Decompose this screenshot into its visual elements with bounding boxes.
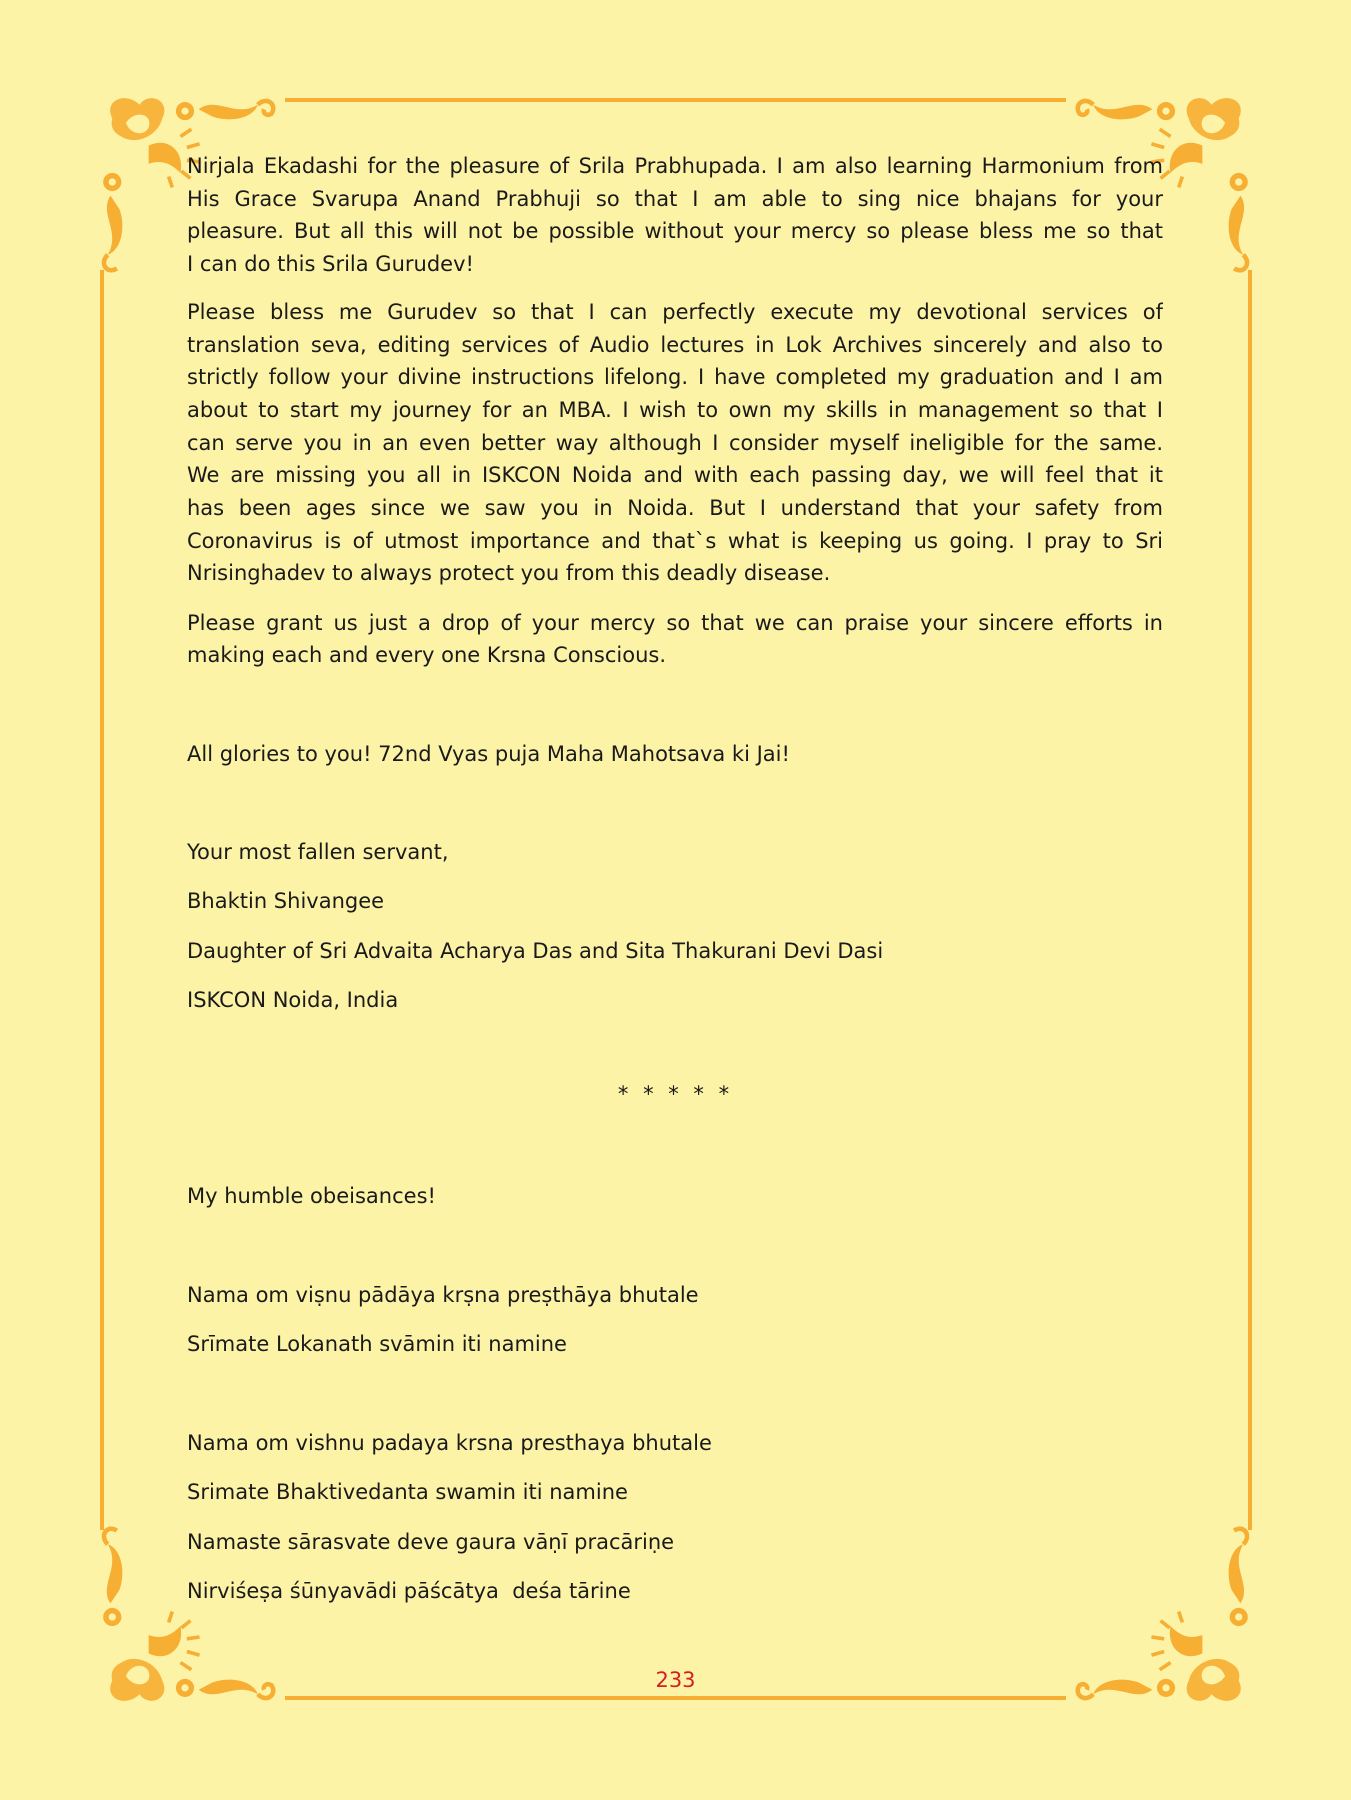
glories-line: All glories to you! 72nd Vyas puja Maha Mahotsava ki Jai! (187, 742, 790, 766)
paragraph-2-line: We are missing you all in ISKCON Noida and with each passing day, we will feel that it (187, 463, 1163, 487)
paragraph-1-line: pleasure. But all this will not be possible without your mercy so please bless me so that (187, 219, 1163, 243)
section-separator: * * * * * (617, 1082, 734, 1106)
prayer-line: Srimate Bhaktivedanta swamin iti namine (187, 1480, 628, 1504)
border-right (1248, 270, 1252, 1530)
paragraph-3-line: Please grant us just a drop of your mercy so that we can praise your sincere efforts in (187, 611, 1163, 635)
page-number: 233 (655, 1668, 696, 1692)
paragraph-2-line: Please bless me Gurudev so that I can perfectly execute my devotional services of (187, 300, 1163, 324)
prayer-line: Srīmate Lokanath svāmin iti namine (187, 1332, 567, 1356)
paragraph-2-line: Coronavirus is of utmost importance and that`s what is keeping us going. I pray to Sri (187, 529, 1163, 553)
paragraph-3-line: making each and every one Krsna Conscious. (187, 643, 667, 667)
paragraph-2-line: translation seva, editing services of Audio lectures in Lok Archives sincerely and also to (187, 333, 1163, 357)
paragraph-1-line: I can do this Srila Gurudev! (187, 252, 474, 276)
border-top (285, 98, 1066, 102)
prayer-line: Nama om viṣnu pādāya krṣna preṣthāya bhutale (187, 1283, 699, 1307)
prayer-line: Namaste sārasvate deve gaura vāṇī pracāriṇe (187, 1530, 675, 1554)
paragraph-1-line: Nirjala Ekadashi for the pleasure of Srila Prabhupada. I am also learning Harmonium from (187, 154, 1163, 178)
paragraph-1-line: His Grace Svarupa Anand Prabhuji so that I am able to sing nice bhajans for your (187, 187, 1163, 211)
prayer-line: Nirviśeṣa śūnyavādi pāścātya deśa tārine (187, 1579, 631, 1603)
paragraph-2-line: strictly follow your divine instructions lifelong. I have completed my graduation and I am (187, 365, 1163, 389)
paragraph-2-line: has been ages since we saw you in Noida. But I understand that your safety from (187, 496, 1163, 520)
author-location: ISKCON Noida, India (187, 988, 399, 1012)
prayer-line: Nama om vishnu padaya krsna presthaya bhutale (187, 1431, 712, 1455)
border-left (100, 270, 104, 1530)
closing-servant: Your most fallen servant, (187, 840, 449, 864)
border-bottom (285, 1696, 1066, 1700)
author-name: Bhaktin Shivangee (187, 889, 385, 913)
paragraph-2-line: can serve you in an even better way although I consider myself ineligible for the same. (187, 431, 1163, 455)
paragraph-2-line: Nrisinghadev to always protect you from this deadly disease. (187, 561, 831, 585)
greeting: My humble obeisances! (187, 1184, 436, 1208)
author-relation: Daughter of Sri Advaita Acharya Das and Sita Thakurani Devi Dasi (187, 939, 884, 963)
paragraph-2-line: about to start my journey for an MBA. I wish to own my skills in management so that I (187, 398, 1163, 422)
